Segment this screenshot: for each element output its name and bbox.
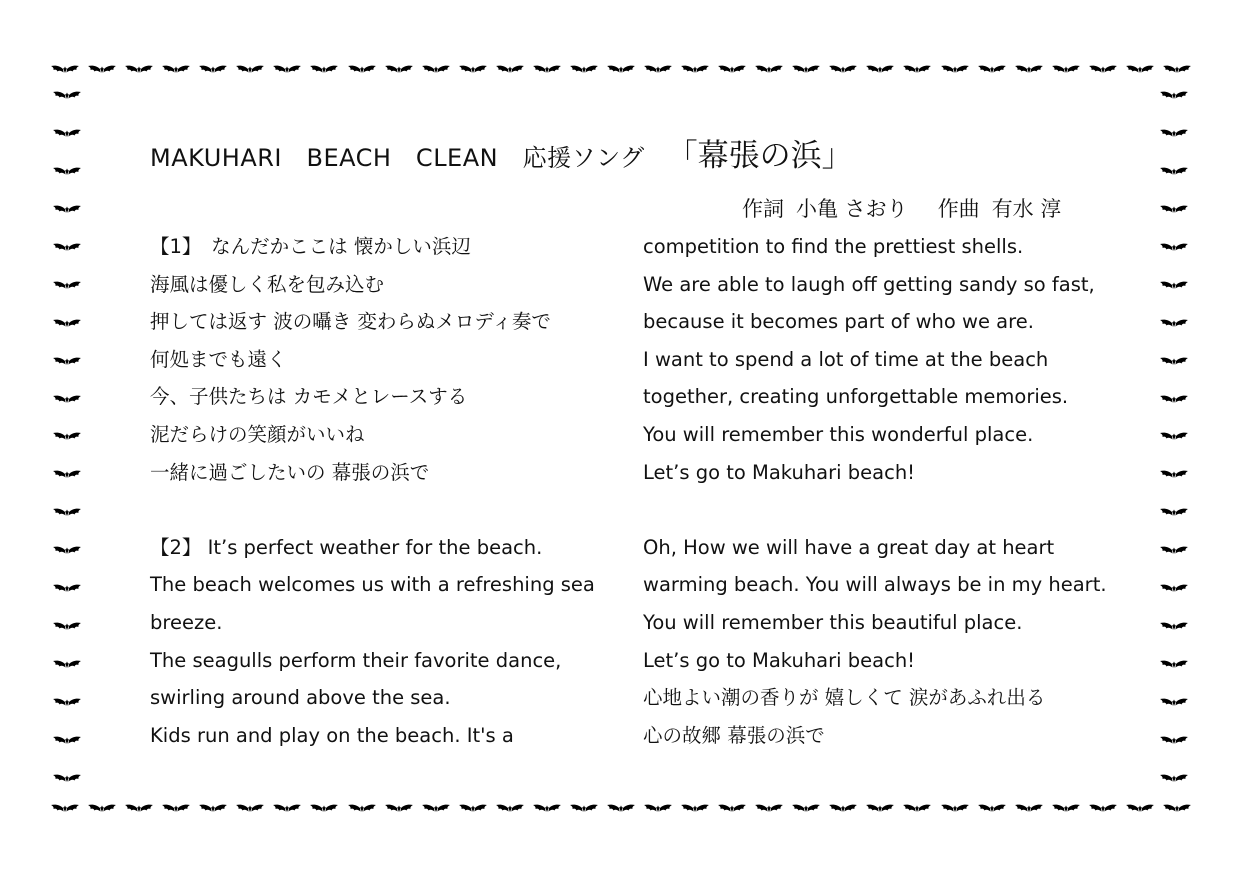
bat-icon xyxy=(828,62,858,77)
bat-icon xyxy=(124,801,154,816)
bat-icon xyxy=(124,62,154,77)
border-top xyxy=(50,56,1192,82)
bat-icon xyxy=(754,62,784,77)
lyric-line: We are able to laugh off getting sandy so fast, xyxy=(643,272,1095,296)
bat-icon xyxy=(680,62,710,77)
bat-icon xyxy=(606,62,636,77)
lyric-line: 海風は優しく私を包み込む xyxy=(150,272,385,296)
bat-icon xyxy=(309,62,339,77)
bat-icon xyxy=(161,801,191,816)
lyrics-right-column xyxy=(643,228,1113,754)
bat-icon xyxy=(1125,801,1155,816)
bat-icon xyxy=(532,62,562,77)
lyrics-left-column xyxy=(150,228,620,754)
bat-icon xyxy=(52,88,82,103)
bat-icon xyxy=(1125,62,1155,77)
bat-icon xyxy=(52,354,82,369)
bat-icon xyxy=(606,801,636,816)
bat-icon xyxy=(458,62,488,77)
bat-icon xyxy=(198,62,228,77)
bat-icon xyxy=(52,733,82,748)
lyric-line: 一緒に過ごしたいの 幕張の浜で xyxy=(150,460,430,484)
lyric-line: 泥だらけの笑顔がいいね xyxy=(150,422,365,446)
bat-icon xyxy=(1159,771,1189,786)
bat-icon xyxy=(50,62,80,77)
bat-icon xyxy=(1159,695,1189,710)
border-bottom xyxy=(50,795,1192,821)
lyric-line: Oh, How we will have a great day at heart xyxy=(643,535,1055,559)
bat-icon xyxy=(50,801,80,816)
bat-icon xyxy=(1014,62,1044,77)
bat-icon xyxy=(643,801,673,816)
bat-icon xyxy=(1159,278,1189,293)
bat-icon xyxy=(87,62,117,77)
bat-icon xyxy=(52,581,82,596)
bat-icon xyxy=(1088,62,1118,77)
bat-icon xyxy=(52,467,82,482)
bat-icon xyxy=(1159,202,1189,217)
bat-icon xyxy=(458,801,488,816)
lyric-line: 何処までも遠く xyxy=(150,347,287,371)
bat-icon xyxy=(1159,126,1189,141)
lyric-line: swirling around above the sea. xyxy=(150,686,451,710)
bat-icon xyxy=(1159,505,1189,520)
lyric-line: because it becomes part of who we are. xyxy=(643,310,1034,334)
bat-icon xyxy=(1159,733,1189,748)
bat-icon xyxy=(52,240,82,255)
bat-icon xyxy=(235,801,265,816)
bat-icon xyxy=(865,62,895,77)
page-title xyxy=(150,130,853,175)
bat-icon xyxy=(569,62,599,77)
bat-icon xyxy=(1014,801,1044,816)
lyric-line: Kids run and play on the beach. It's a xyxy=(150,723,514,747)
bat-icon xyxy=(52,695,82,710)
bat-icon xyxy=(1159,543,1189,558)
lyrics-label: 作詞 xyxy=(742,197,784,221)
bat-icon xyxy=(1159,392,1189,407)
bat-icon xyxy=(421,62,451,77)
bat-icon xyxy=(940,801,970,816)
bat-icon xyxy=(347,801,377,816)
bat-icon xyxy=(272,62,302,77)
music-label: 作曲 xyxy=(937,197,980,221)
bat-icon xyxy=(791,62,821,77)
lyric-line: I want to spend a lot of time at the beach xyxy=(643,347,1049,371)
bat-icon xyxy=(643,62,673,77)
bat-icon xyxy=(1159,657,1189,672)
lyric-line xyxy=(150,491,620,529)
bat-icon xyxy=(940,62,970,77)
lyric-line: Let’s go to Makuhari beach! xyxy=(643,460,915,484)
bat-icon xyxy=(1159,316,1189,331)
bat-icon xyxy=(902,801,932,816)
bat-icon xyxy=(569,801,599,816)
bat-icon xyxy=(828,801,858,816)
title-english: MAKUHARI BEACH CLEAN 応援ソング xyxy=(150,144,645,172)
bat-icon xyxy=(347,62,377,77)
border-left xyxy=(50,88,84,786)
lyric-line: You will remember this wonderful place. xyxy=(643,422,1034,446)
lyric-line: 今、子供たちは カモメとレースする xyxy=(150,385,468,409)
bat-icon xyxy=(902,62,932,77)
bat-icon xyxy=(977,801,1007,816)
bat-icon xyxy=(717,801,747,816)
bat-icon xyxy=(865,801,895,816)
lyric-line: The beach welcomes us with a refreshing sea xyxy=(150,573,595,597)
bat-icon xyxy=(52,316,82,331)
title-song: 「幕張の浜」 xyxy=(666,138,853,174)
bat-icon xyxy=(1159,467,1189,482)
bat-icon xyxy=(272,801,302,816)
bat-icon xyxy=(1159,88,1189,103)
lyric-line xyxy=(643,491,1113,529)
bat-icon xyxy=(235,62,265,77)
bat-icon xyxy=(309,801,339,816)
bat-icon xyxy=(1159,429,1189,444)
bat-icon xyxy=(532,801,562,816)
lyric-line: You will remember this beautiful place. xyxy=(643,610,1023,634)
bat-icon xyxy=(384,62,414,77)
bat-icon xyxy=(52,505,82,520)
bat-icon xyxy=(52,278,82,293)
bat-icon xyxy=(1051,801,1081,816)
bat-icon xyxy=(1159,581,1189,596)
bat-icon xyxy=(52,164,82,179)
lyric-line: The seagulls perform their favorite dance, xyxy=(150,648,562,672)
composer-name: 有水 淳 xyxy=(991,197,1062,221)
bat-icon xyxy=(384,801,414,816)
bat-icon xyxy=(421,801,451,816)
bat-icon xyxy=(680,801,710,816)
bat-icon xyxy=(1159,240,1189,255)
credits xyxy=(742,193,1073,223)
lyric-line: together, creating unforgettable memories. xyxy=(643,385,1069,409)
lyric-line: 心の故郷 幕張の浜で xyxy=(643,723,825,747)
bat-icon xyxy=(1088,801,1118,816)
bat-icon xyxy=(495,62,525,77)
bat-icon xyxy=(198,801,228,816)
lyric-line: breeze. xyxy=(150,610,223,634)
lyric-line: competition to find the prettiest shells. xyxy=(643,235,1024,258)
bat-icon xyxy=(52,543,82,558)
lyric-line: Let’s go to Makuhari beach! xyxy=(643,648,915,672)
bat-icon xyxy=(1162,801,1192,816)
bat-icon xyxy=(495,801,525,816)
bat-icon xyxy=(87,801,117,816)
bat-icon xyxy=(791,801,821,816)
lyric-line: 【1】 なんだかここは 懐かしい浜辺 xyxy=(150,235,471,258)
bat-icon xyxy=(52,657,82,672)
bat-icon xyxy=(1159,164,1189,179)
bat-icon xyxy=(52,619,82,634)
lyric-line: 心地よい潮の香りが 嬉しくて 涙があふれ出る xyxy=(643,686,1046,710)
bat-icon xyxy=(717,62,747,77)
lyric-line: 【2】 It’s perfect weather for the beach. xyxy=(150,535,543,559)
bat-icon xyxy=(1162,62,1192,77)
bat-icon xyxy=(52,392,82,407)
bat-icon xyxy=(754,801,784,816)
bat-icon xyxy=(52,126,82,141)
bat-icon xyxy=(1159,354,1189,369)
lyric-line: warming beach. You will always be in my heart. xyxy=(643,573,1107,597)
bat-icon xyxy=(52,771,82,786)
bat-icon xyxy=(977,62,1007,77)
lyric-line: 押しては返す 波の囁き 変わらぬメロディ奏で xyxy=(150,310,551,334)
lyricist-name: 小亀 さおり xyxy=(796,197,908,221)
bat-icon xyxy=(1051,62,1081,77)
bat-icon xyxy=(1159,619,1189,634)
bat-icon xyxy=(52,202,82,217)
bat-icon xyxy=(52,429,82,444)
bat-icon xyxy=(161,62,191,77)
border-right xyxy=(1157,88,1191,786)
